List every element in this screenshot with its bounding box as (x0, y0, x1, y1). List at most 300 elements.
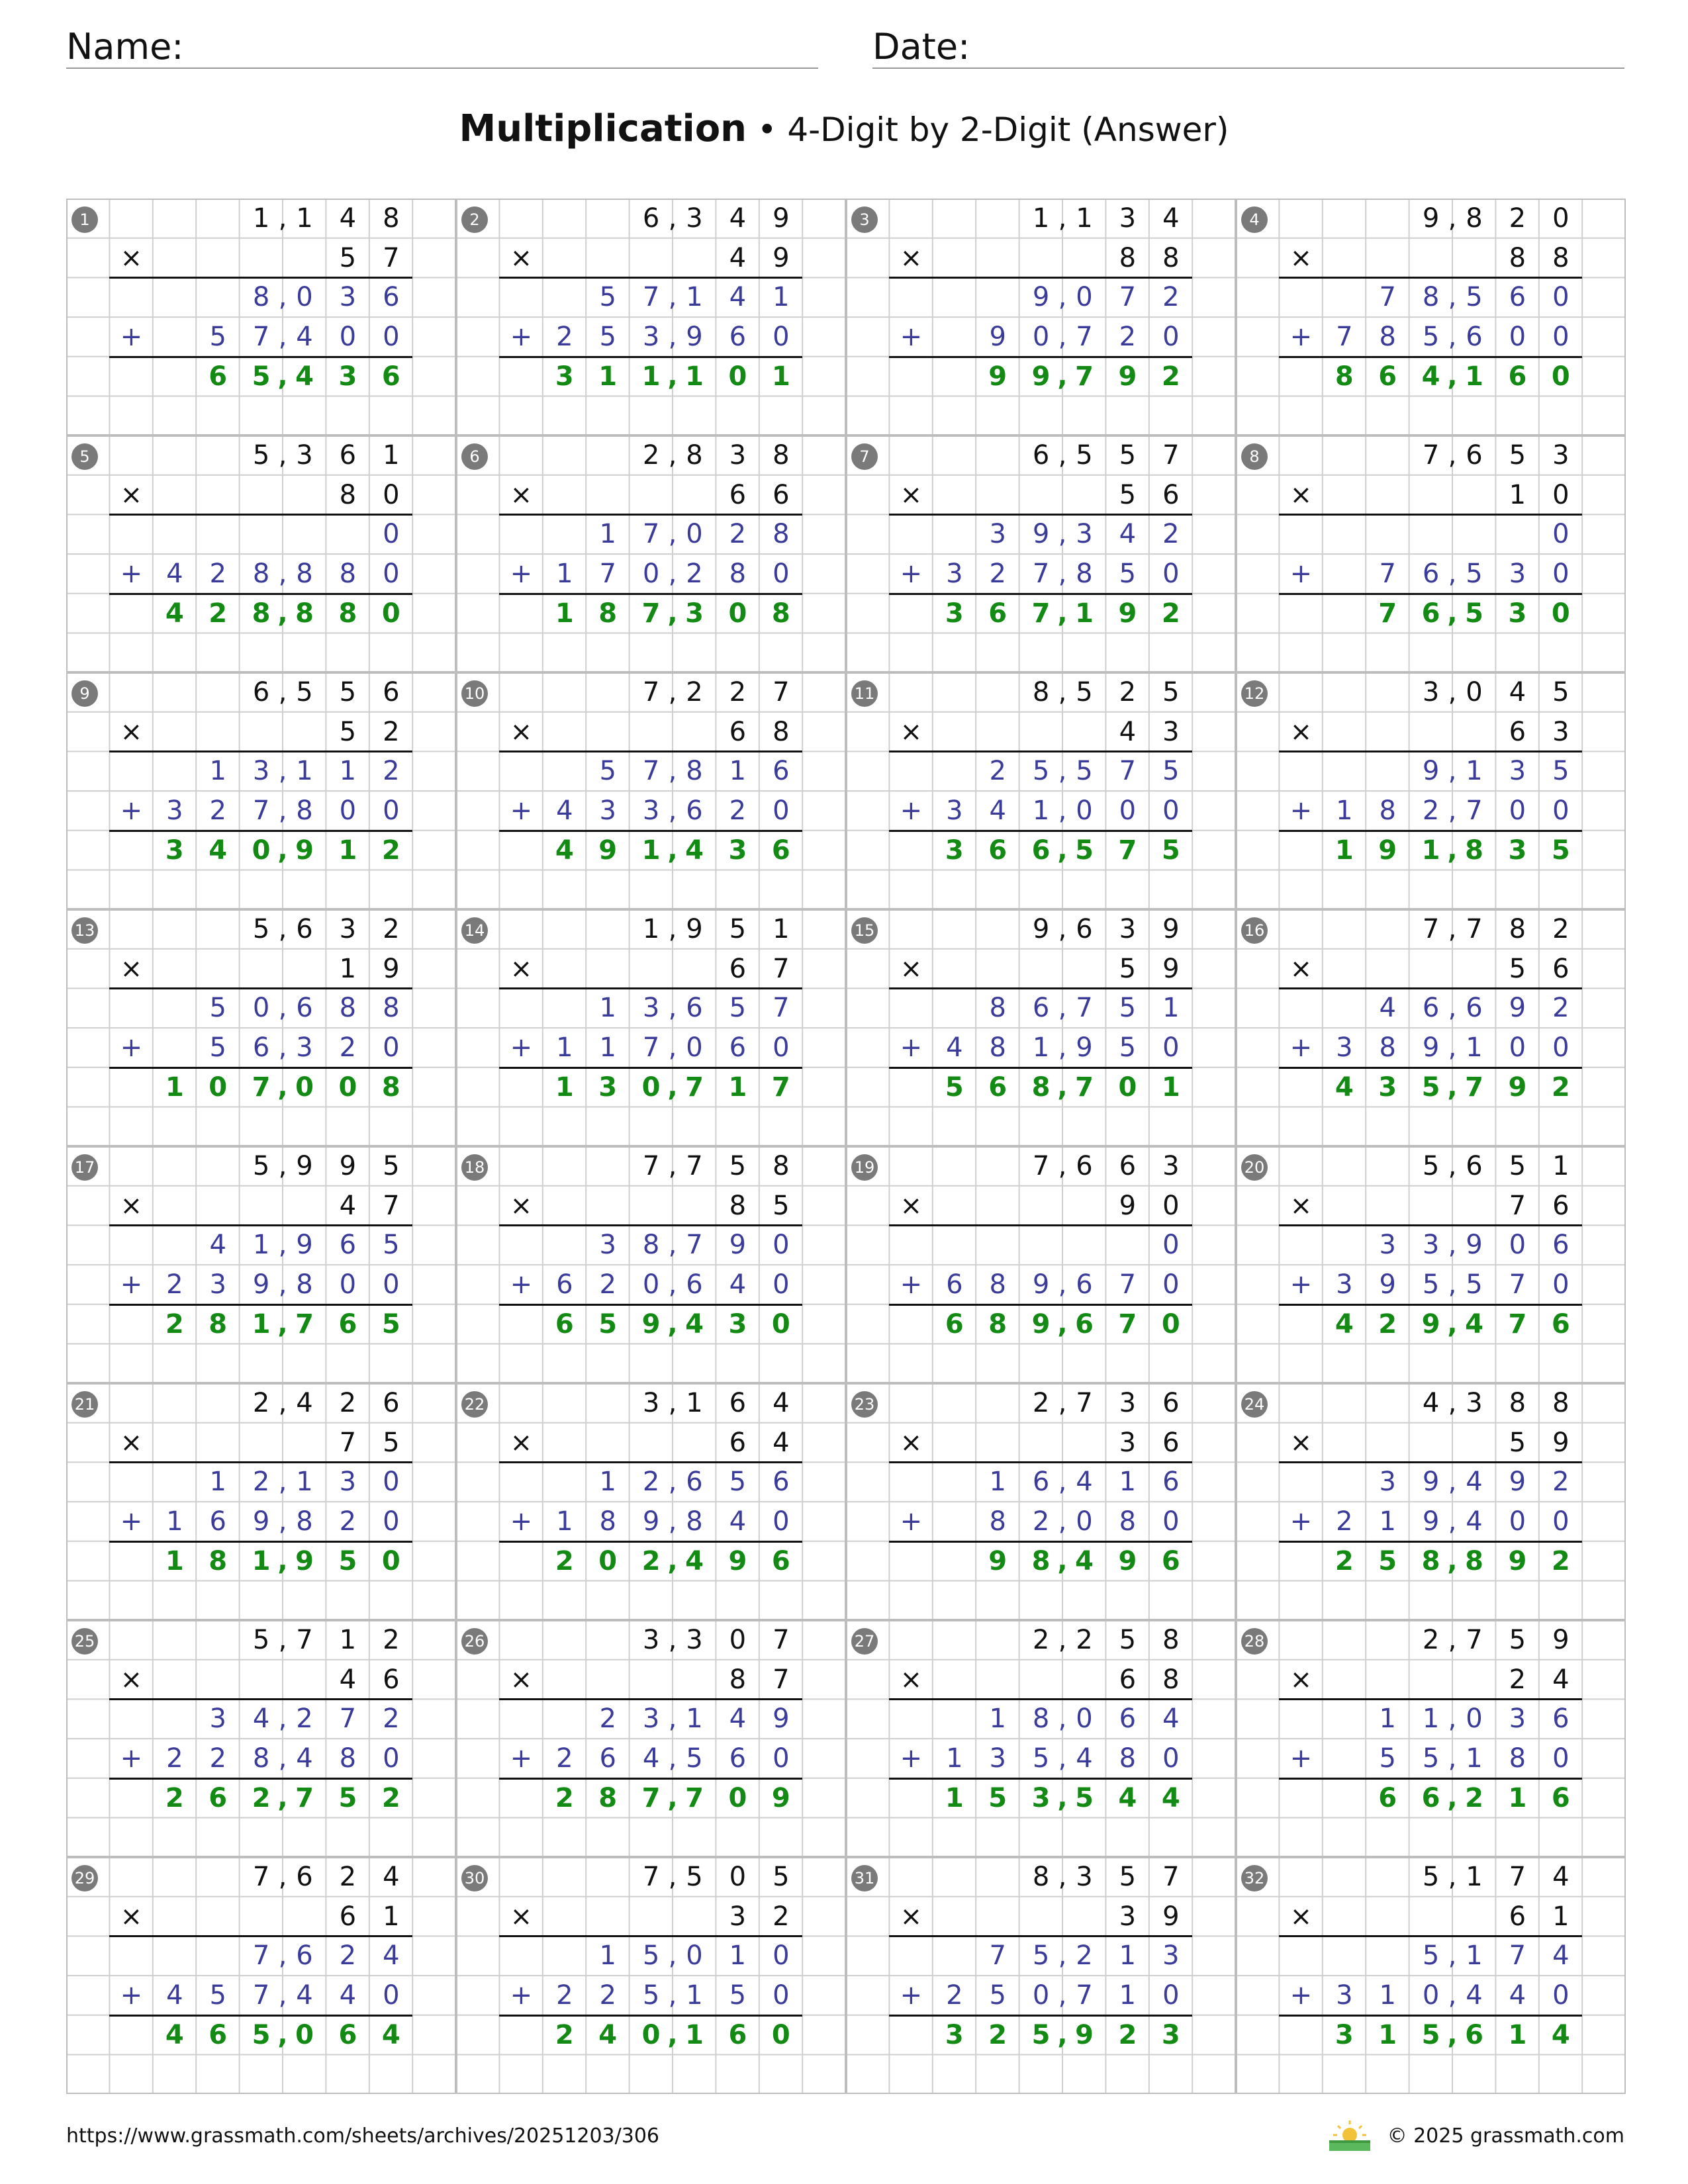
plus-sign: + (510, 1743, 533, 1774)
answer-comma: , (277, 835, 288, 866)
sum-rule (109, 987, 412, 989)
times-sign: × (900, 242, 923, 273)
partial-product-1-digit: 6 (296, 1940, 313, 1972)
multiplier-digit: 6 (339, 1901, 357, 1932)
partial-product-1-digit: 0 (686, 519, 703, 550)
multiplicand-digit: 7 (1509, 1862, 1526, 1892)
multiplier-digit: 2 (773, 1901, 790, 1932)
answer-digit: 2 (1161, 361, 1180, 392)
multiplicand-comma: , (1058, 914, 1067, 944)
partial-product-1-digit: 2 (1162, 519, 1180, 550)
multiplier-digit: 4 (1119, 716, 1137, 747)
partial-product-1-digit: 2 (383, 756, 400, 787)
name-field[interactable] (66, 26, 818, 69)
answer-digit: 4 (685, 1308, 704, 1340)
partial-product-2-digit: 0 (1119, 796, 1137, 827)
problem-17 (66, 1146, 457, 1383)
partial-product-1-digit: 2 (339, 1940, 357, 1972)
multiplicand-digit: 5 (1422, 1151, 1440, 1181)
plus-sign: + (120, 1032, 143, 1064)
partial-product-2-digit: 8 (1379, 796, 1396, 827)
partial-product-2-digit: 2 (556, 1980, 573, 2011)
partial-product-2-comma: , (1448, 1269, 1457, 1300)
partial-product-1-digit: 4 (1119, 519, 1137, 550)
multiplier-digit: 1 (383, 1901, 400, 1932)
partial-product-2-digit: 5 (209, 1980, 226, 2011)
multiplicand-comma: , (1448, 1862, 1457, 1892)
answer-digit: 6 (728, 2019, 747, 2050)
sum-rule (499, 1935, 802, 1937)
multiplicand-comma: , (1058, 1151, 1067, 1181)
partial-product-1-digit: 7 (642, 756, 660, 787)
multiplicand-digit: 7 (773, 1625, 790, 1655)
answer-comma: , (1057, 1545, 1068, 1576)
sum-rule (499, 593, 802, 595)
answer-digit: 3 (728, 835, 747, 866)
multiplicand-digit: 4 (383, 1862, 400, 1892)
answer-digit: 9 (728, 1545, 747, 1576)
answer-digit: 1 (165, 1071, 184, 1103)
partial-product-2-digit: 0 (383, 796, 400, 827)
multiplicand-digit: 5 (729, 1151, 747, 1181)
partial-product-1-digit: 3 (339, 1467, 357, 1498)
multiplicand-comma: , (278, 440, 287, 471)
answer-digit: 3 (685, 598, 704, 629)
sum-rule (889, 514, 1192, 516)
sum-rule (109, 1224, 412, 1226)
answer-digit: 1 (945, 1782, 964, 1813)
multiplicand-comma: , (1448, 677, 1457, 707)
partial-product-2-digit: 1 (556, 1032, 573, 1064)
answer-digit: 6 (555, 1308, 574, 1340)
partial-product-1-digit: 4 (252, 1704, 270, 1735)
sum-rule (889, 1461, 1192, 1463)
partial-product-1-digit: 8 (989, 993, 1006, 1024)
partial-product-2-digit: 0 (339, 796, 357, 827)
multiplicand-comma: , (1058, 1388, 1067, 1418)
problem-number-badge: 3 (851, 206, 878, 233)
multiplicand-digit: 8 (1552, 1388, 1570, 1418)
multiplier-digit: 4 (1552, 1664, 1570, 1695)
partial-product-1-digit: 6 (1162, 1467, 1180, 1498)
multiplier-digit: 8 (339, 479, 357, 510)
partial-product-1-comma: , (1058, 1940, 1067, 1972)
problem-number-badge: 32 (1241, 1865, 1268, 1891)
answer-digit: 7 (1118, 835, 1137, 866)
partial-product-1-digit: 5 (729, 993, 747, 1024)
partial-product-2-digit: 7 (599, 559, 616, 590)
multiplicand-digit: 3 (339, 914, 357, 944)
answer-digit: 5 (1075, 1782, 1094, 1813)
partial-product-2-digit: 8 (1076, 559, 1093, 590)
partial-product-2-digit: 0 (339, 322, 357, 353)
multiplicand-comma: , (668, 1151, 677, 1181)
answer-digit: 3 (165, 835, 184, 866)
answer-digit: 0 (338, 1071, 357, 1103)
multiplier-digit: 8 (729, 1664, 747, 1695)
multiplicand-digit: 6 (383, 677, 400, 707)
partial-product-2-comma: , (1448, 1980, 1457, 2011)
multiplicand-digit: 5 (252, 914, 270, 944)
problem-number-badge: 22 (461, 1391, 488, 1418)
multiplier-digit: 8 (1162, 242, 1180, 273)
partial-product-2-digit: 8 (729, 559, 747, 590)
multiplicand-digit: 7 (686, 1151, 703, 1181)
partial-product-2-digit: 0 (642, 1269, 660, 1300)
partial-product-1-digit: 8 (252, 282, 270, 313)
multiplier-digit: 5 (339, 242, 357, 273)
answer-digit: 8 (1031, 1071, 1051, 1103)
partial-product-1-digit: 2 (252, 1467, 270, 1498)
answer-digit: 2 (1161, 598, 1180, 629)
partial-product-2-digit: 0 (1552, 1980, 1570, 2011)
answer-digit: 8 (252, 598, 271, 629)
partial-product-1-digit: 1 (773, 282, 790, 313)
partial-product-2-digit: 6 (729, 322, 747, 353)
partial-product-2-digit: 1 (556, 1506, 573, 1537)
problem-number-badge: 1 (71, 206, 98, 233)
partial-product-1-digit: 5 (729, 1467, 747, 1498)
answer-digit: 4 (209, 835, 228, 866)
partial-product-2-digit: 5 (1422, 1743, 1440, 1774)
multiplier-digit: 2 (1509, 1664, 1526, 1695)
partial-product-1-digit: 1 (599, 1940, 616, 1972)
partial-product-2-digit: 5 (1379, 1743, 1396, 1774)
answer-digit: 9 (1075, 2019, 1094, 2050)
answer-digit: 2 (165, 1308, 184, 1340)
problem-32 (1236, 1857, 1626, 2094)
multiplicand-digit: 5 (1119, 1862, 1137, 1892)
partial-product-2-digit: 5 (642, 1980, 660, 2011)
partial-product-2-digit: 1 (686, 1980, 703, 2011)
problem-number-badge: 4 (1241, 206, 1268, 233)
partial-product-2-digit: 0 (1162, 1980, 1180, 2011)
answer-digit: 3 (338, 361, 357, 392)
partial-product-2-digit: 2 (729, 796, 747, 827)
partial-product-2-digit: 3 (599, 796, 616, 827)
partial-product-1-digit: 4 (729, 282, 747, 313)
sum-rule (1279, 1304, 1582, 1306)
partial-product-2-digit: 0 (642, 559, 660, 590)
partial-product-1-digit: 6 (1032, 1467, 1050, 1498)
multiplier-digit: 6 (1552, 1190, 1570, 1221)
multiplicand-digit: 5 (729, 914, 747, 944)
partial-product-2-digit: 9 (1076, 1032, 1093, 1064)
multiplier-digit: 8 (729, 1190, 747, 1221)
answer-digit: 1 (771, 361, 790, 392)
partial-product-2-comma: , (668, 322, 677, 353)
answer-digit: 6 (1421, 598, 1440, 629)
answer-digit: 9 (641, 1308, 661, 1340)
partial-product-2-digit: 1 (1466, 1032, 1483, 1064)
partial-product-2-digit: 1 (946, 1743, 963, 1774)
partial-product-1-digit: 3 (1379, 1467, 1396, 1498)
answer-digit: 8 (771, 598, 790, 629)
partial-product-2-digit: 7 (1076, 322, 1093, 353)
partial-product-2-digit: 2 (1032, 1506, 1050, 1537)
partial-product-1-digit: 2 (1076, 1940, 1093, 1972)
partial-product-1-digit: 6 (1466, 993, 1483, 1024)
answer-digit: 5 (1031, 2019, 1051, 2050)
times-sign: × (120, 716, 143, 747)
multiplicand-comma: , (1058, 1625, 1067, 1655)
partial-product-2-digit: 2 (599, 1269, 616, 1300)
answer-digit: 9 (988, 361, 1008, 392)
answer-digit: 1 (1075, 598, 1094, 629)
partial-product-1-digit: 1 (686, 1704, 703, 1735)
problem-29 (66, 1857, 457, 2094)
answer-digit: 4 (381, 2019, 400, 2050)
times-sign: × (900, 1901, 923, 1932)
problem-number-badge: 29 (71, 1865, 98, 1891)
partial-product-1-comma: , (668, 1704, 677, 1735)
multiplicand-comma: , (668, 1862, 677, 1892)
answer-digit: 2 (555, 1782, 574, 1813)
sum-rule (499, 277, 802, 279)
partial-product-2-digit: 8 (1379, 1032, 1396, 1064)
answer-digit: 6 (1551, 1782, 1570, 1813)
partial-product-2-comma: , (668, 796, 677, 827)
multiplicand-comma: , (1448, 914, 1457, 944)
partial-product-2-comma: , (1058, 1506, 1067, 1537)
answer-digit: 6 (771, 1545, 790, 1576)
partial-product-2-digit: 0 (383, 1032, 400, 1064)
multiplier-digit: 8 (773, 716, 790, 747)
answer-digit: 0 (1161, 1308, 1180, 1340)
partial-product-2-digit: 0 (1509, 1506, 1526, 1537)
times-sign: × (900, 716, 923, 747)
multiplicand-digit: 2 (1119, 677, 1137, 707)
multiplier-digit: 6 (773, 479, 790, 510)
answer-digit: 1 (598, 361, 618, 392)
multiplier-digit: 5 (773, 1190, 790, 1221)
plus-sign: + (510, 1506, 533, 1537)
multiplicand-digit: 8 (1509, 914, 1526, 944)
partial-product-1-digit: 1 (729, 756, 747, 787)
partial-product-1-comma: , (278, 993, 287, 1024)
partial-product-1-digit: 5 (1162, 756, 1180, 787)
sum-rule (109, 751, 412, 752)
problem-22 (456, 1383, 847, 1620)
partial-product-2-digit: 2 (946, 1980, 963, 2011)
partial-product-1-digit: 3 (209, 1704, 226, 1735)
multiplicand-digit: 6 (1032, 440, 1050, 471)
problem-2 (456, 199, 847, 435)
partial-product-1-digit: 1 (1119, 1467, 1137, 1498)
partial-product-2-digit: 5 (1119, 559, 1137, 590)
answer-digit: 3 (1378, 1071, 1397, 1103)
multiplicand-digit: 2 (642, 440, 660, 471)
partial-product-2-digit: 6 (729, 1032, 747, 1064)
partial-product-2-digit: 0 (773, 1980, 790, 2011)
partial-product-2-digit: 0 (383, 322, 400, 353)
partial-product-2-digit: 8 (1509, 1743, 1526, 1774)
partial-product-2-comma: , (278, 559, 287, 590)
answer-digit: 1 (252, 1545, 271, 1576)
partial-product-1-digit: 0 (1552, 282, 1570, 313)
sum-rule (1279, 1698, 1582, 1700)
answer-digit: 5 (988, 1782, 1008, 1813)
answer-digit: 8 (1031, 1545, 1051, 1576)
answer-digit: 6 (945, 1308, 964, 1340)
multiplicand-digit: 4 (1509, 677, 1526, 707)
multiplier-digit: 5 (1119, 953, 1137, 984)
partial-product-2-digit: 8 (989, 1506, 1006, 1537)
times-sign: × (120, 1664, 143, 1695)
times-sign: × (1289, 479, 1313, 510)
partial-product-1-digit: 3 (1509, 756, 1526, 787)
times-sign: × (900, 479, 923, 510)
times-sign: × (900, 1427, 923, 1458)
partial-product-2-digit: 0 (1076, 796, 1093, 827)
partial-product-2-digit: 0 (1509, 796, 1526, 827)
problem-number-badge: 25 (71, 1628, 98, 1655)
partial-product-2-digit: 0 (1162, 796, 1180, 827)
problem-number-badge: 13 (71, 917, 98, 944)
multiplier-digit: 3 (729, 1901, 747, 1932)
multiplicand-digit: 1 (1552, 1151, 1570, 1181)
partial-product-1-digit: 8 (686, 756, 703, 787)
answer-digit: 6 (1161, 1545, 1180, 1576)
multiplicand-digit: 8 (1032, 677, 1050, 707)
partial-product-1-digit: 1 (1162, 993, 1180, 1024)
title-subtitle: • 4-Digit by 2-Digit (Answer) (747, 111, 1229, 149)
multiplier-digit: 7 (773, 1664, 790, 1695)
answer-comma: , (277, 1071, 288, 1103)
multiplicand-comma: , (1448, 1151, 1457, 1181)
multiplicand-digit: 5 (1509, 440, 1526, 471)
answer-digit: 2 (555, 2019, 574, 2050)
multiplier-digit: 5 (383, 1427, 400, 1458)
multiplicand-digit: 3 (686, 203, 703, 234)
sum-rule (109, 1935, 412, 1937)
partial-product-1-digit: 9 (1032, 519, 1050, 550)
times-sign: × (120, 479, 143, 510)
answer-digit: 6 (988, 1071, 1008, 1103)
answer-digit: 9 (1118, 1545, 1137, 1576)
partial-product-1-digit: 6 (773, 1467, 790, 1498)
answer-digit: 5 (252, 361, 271, 392)
problem-number-badge: 10 (461, 680, 488, 707)
partial-product-1-digit: 8 (383, 993, 400, 1024)
problem-number-badge: 19 (851, 1154, 878, 1181)
answer-comma: , (667, 2019, 678, 2050)
answer-digit: 1 (1508, 1782, 1527, 1813)
partial-product-2-digit: 1 (1379, 1980, 1396, 2011)
partial-product-1-digit: 2 (599, 1704, 616, 1735)
partial-product-2-comma: , (668, 559, 677, 590)
partial-product-1-digit: 5 (642, 1940, 660, 1972)
problem-9 (66, 672, 457, 909)
partial-product-1-digit: 0 (686, 1940, 703, 1972)
multiplicand-comma: , (1448, 203, 1457, 234)
problem-10 (456, 672, 847, 909)
answer-digit: 7 (685, 1782, 704, 1813)
partial-product-1-digit: 6 (1552, 1230, 1570, 1261)
times-sign: × (1289, 1664, 1313, 1695)
multiplicand-digit: 8 (1466, 203, 1483, 234)
answer-digit: 8 (381, 1071, 400, 1103)
partial-product-1-digit: 8 (773, 519, 790, 550)
multiplicand-digit: 5 (252, 440, 270, 471)
multiplicand-digit: 6 (729, 1388, 747, 1418)
answer-digit: 3 (598, 1071, 618, 1103)
multiplicand-comma: , (278, 1862, 287, 1892)
multiplicand-digit: 2 (383, 914, 400, 944)
date-field[interactable] (872, 26, 1624, 69)
answer-digit: 1 (555, 598, 574, 629)
footer-url: https://www.grassmath.com/sheets/archives/20251203/306 (66, 2124, 660, 2148)
multiplicand-digit: 3 (1552, 440, 1570, 471)
answer-digit: 0 (381, 1545, 400, 1576)
sum-rule (1279, 1778, 1582, 1780)
answer-comma: , (1057, 1782, 1068, 1813)
partial-product-2-digit: 9 (252, 1506, 270, 1537)
problem-25 (66, 1620, 457, 1857)
answer-digit: 0 (381, 598, 400, 629)
sum-rule (109, 1698, 412, 1700)
partial-product-2-comma: , (1058, 796, 1067, 827)
partial-product-1-digit: 5 (599, 282, 616, 313)
partial-product-2-digit: 0 (773, 322, 790, 353)
partial-product-1-digit: 9 (1509, 1467, 1526, 1498)
partial-product-2-digit: 6 (1076, 1269, 1093, 1300)
partial-product-1-digit: 1 (599, 519, 616, 550)
partial-product-1-digit: 0 (773, 1940, 790, 1972)
partial-product-1-comma: , (1058, 993, 1067, 1024)
multiplicand-digit: 1 (642, 914, 660, 944)
sum-rule (1279, 987, 1582, 989)
problem-number-badge: 5 (71, 443, 98, 470)
partial-product-1-comma: , (1448, 1940, 1457, 1972)
multiplicand-digit: 7 (1076, 1388, 1093, 1418)
sum-rule (1279, 1067, 1582, 1069)
partial-product-2-digit: 5 (209, 1032, 226, 1064)
problem-number-badge: 16 (1241, 917, 1268, 944)
multiplicand-comma: , (1448, 1625, 1457, 1655)
partial-product-1-digit: 0 (1076, 1704, 1093, 1735)
times-sign: × (900, 1664, 923, 1695)
problem-number-badge: 23 (851, 1391, 878, 1418)
times-sign: × (510, 479, 533, 510)
sum-rule (499, 830, 802, 832)
partial-product-1-digit: 7 (773, 993, 790, 1024)
plus-sign: + (510, 559, 533, 590)
partial-product-2-digit: 4 (1509, 1980, 1526, 2011)
times-sign: × (510, 953, 533, 984)
multiplier-digit: 0 (383, 479, 400, 510)
plus-sign: + (510, 322, 533, 353)
plus-sign: + (510, 1980, 533, 2011)
answer-comma: , (667, 361, 678, 392)
partial-product-2-digit: 8 (252, 559, 270, 590)
sum-rule (1279, 356, 1582, 358)
worksheet-title (0, 106, 1688, 153)
answer-digit: 0 (1118, 1071, 1137, 1103)
multiplicand-digit: 3 (686, 1625, 703, 1655)
answer-digit: 8 (598, 598, 618, 629)
partial-product-2-digit: 6 (209, 1506, 226, 1537)
partial-product-2-digit: 0 (383, 1980, 400, 2011)
sum-rule (109, 356, 412, 358)
partial-product-2-digit: 6 (1466, 322, 1483, 353)
multiplicand-digit: 9 (296, 1151, 313, 1181)
partial-product-1-digit: 4 (383, 1940, 400, 1972)
partial-product-1-comma: , (278, 756, 287, 787)
multiplicand-comma: , (668, 203, 677, 234)
multiplier-digit: 4 (729, 242, 747, 273)
times-sign: × (1289, 242, 1313, 273)
